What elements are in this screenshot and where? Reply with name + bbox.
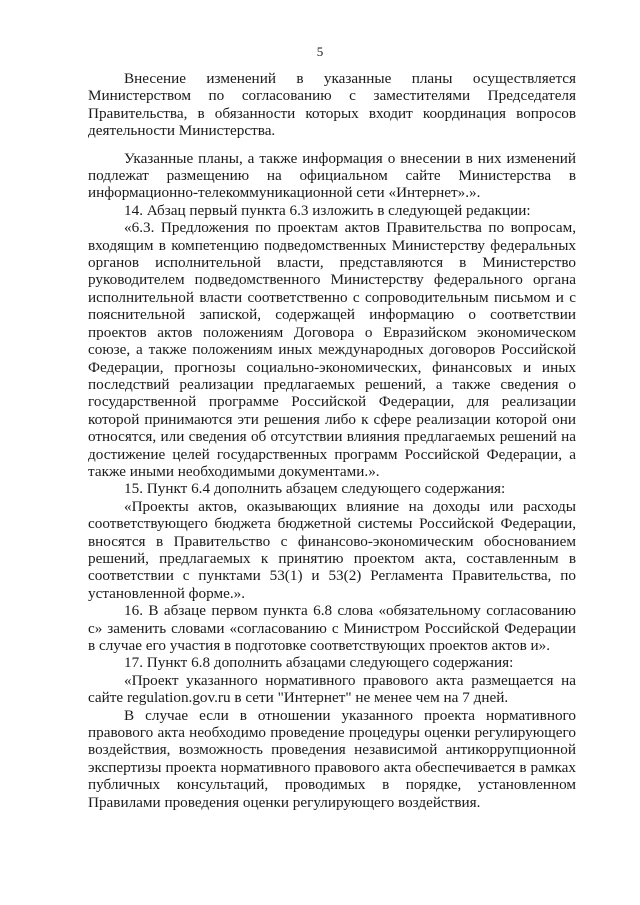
paragraph-item-6-3-text: «6.3. Предложения по проектам актов Правительства по вопросам, входящим в компетенцию подведомственных Министерству федеральных органов исполнительной власти, представляются в Министерство руководителем подведомственного Министерству федерального органа исполнительной власти соответственно с сопроводительным письмом и с пояснительной запиской, содержащей информацию о соответствии проектов актов положениям Договора о Евразийском экономическом союзе, а также положениям иных международных договоров Российской Федерации, прогнозы социально-экономических, финансовых и иных последствий реализации предлагаемых решений, а также сведения о государственной программе Российской Федерации, для реализации которой принимаются эти решения либо к сфере реализации которой они относятся, или сведения об отсутствии влияния предлагаемых решений на достижение целей государственных программ Российской Федерации, а также иными необходимыми документами.». [88,219,576,480]
document-body [88,70,576,811]
paragraph-plans-amendment: Внесение изменений в указанные планы осуществляется Министерством по согласованию с заместителями Председателя Правительства, в обязанности которых входит координация вопросов деятельности Министерства. [88,70,576,140]
paragraph-item-6-4-text: «Проекты актов, оказывающих влияние на доходы или расходы соответствующего бюджета бюджетной системы Российской Федерации, вносятся в Правительство с финансово-экономическим обоснованием решений, предлагаемых к принятию проектом акта, составленным в соответствии с пунктами 53(1) и 53(2) Регламента Правительства, по установленной форме.». [88,497,576,602]
paragraph-item-17: 17. Пункт 6.8 дополнить абзацами следующего содержания: [124,654,514,672]
paragraph-item-14: 14. Абзац первый пункта 6.3 изложить в следующей редакции: [124,201,531,219]
paragraph-item-16: 16. В абзаце первом пункта 6.8 слова «обязательному согласованию с» заменить словами «согласованию с Министром Российской Федерации в случае его участия в подготовке соответствующих проектов актов и». [88,602,576,654]
paragraph-regulation-site: «Проект указанного нормативного правового акта размещается на сайте regulation.gov.ru в сети "Интернет" не менее чем на 7 дней. [88,671,576,707]
paragraph-plans-publication: Указанные планы, а также информация о внесении в них изменений подлежат размещению на официальном сайте Министерства в информационно-телекоммуникационной сети «Интернет».». [88,149,576,202]
paragraph-regulatory-impact: В случае если в отношении указанного проекта нормативного правового акта необходимо проведение процедуры оценки регулирующего воздействия, возможность проведения независимой антикоррупционной экспертизы проекта нормативного правового акта обеспечивается в рамках публичных консультаций, проводимых в порядке, установленном Правилами проведения оценки регулирующего воздействия. [88,706,576,811]
paragraph-item-15: 15. Пункт 6.4 дополнить абзацем следующего содержания: [124,480,506,498]
page-number: 5 [316,44,324,59]
